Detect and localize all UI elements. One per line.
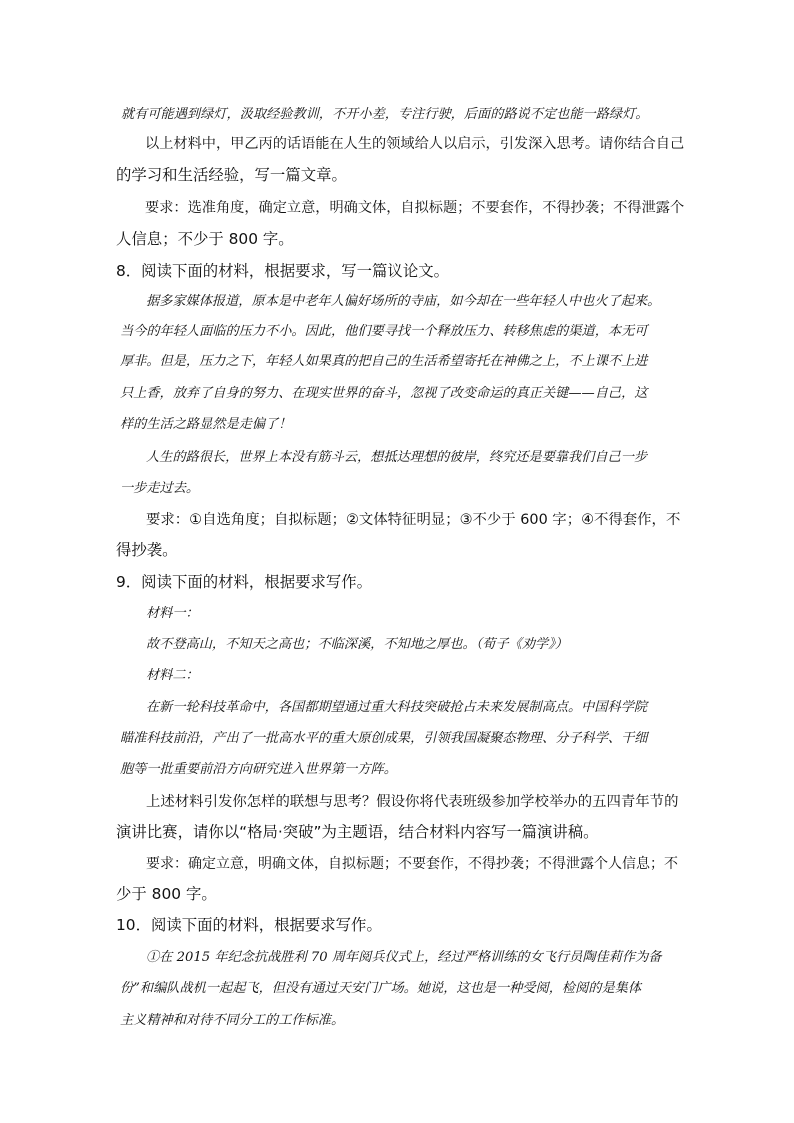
text-line: 人生的路很长，世界上本没有筋斗云，想抵达理想的彼岸，终究还是要靠我们自己一步 — [146, 450, 648, 465]
text-line: 要求：①自选角度；自拟标题；②文体特征明显；③不少于 600 字；④不得套作，不 — [146, 512, 681, 528]
text-line: 在新一轮科技革命中，各国都期望通过重大科技突破抢占未来发展制高点。中国科学院 — [146, 700, 648, 715]
text-line: 样的生活之路显然是走偏了！ — [120, 417, 292, 432]
text-line: 胞等一批重要前沿方向研究进入世界第一方阵。 — [120, 762, 397, 777]
question-10-heading: 10．阅读下面的材料，根据要求写作。 — [116, 916, 382, 934]
text-line: 当今的年轻人面临的压力不小。因此，他们要寻找一个释放压力、转移焦虑的渠道，本无可 — [120, 324, 648, 339]
text-line: 人信息；不少于 800 字。 — [116, 230, 294, 248]
text-line: 故不登高山，不知天之高也；不临深溪，不知地之厚也。（荀子《劝学》） — [146, 637, 568, 652]
text-line: 主义精神和对待不同分工的工作标准。 — [120, 1013, 345, 1028]
text-line: ①在 2015 年纪念抗战胜利 70 周年阅兵仪式上，经过严格训练的女飞行员陶佳莉作为备 — [146, 950, 662, 965]
question-9-heading: 9．阅读下面的材料，根据要求写作。 — [116, 573, 373, 591]
text-line: 厚非。但是，压力之下，年轻人如果真的把自己的生活希望寄托在神佛之上，不上课不上进 — [120, 354, 648, 369]
text-line: 得抄袭。 — [116, 541, 178, 559]
text-line: 一步走过去。 — [120, 481, 200, 496]
text-line: 要求：确定立意，明确文体，自拟标题；不要套作，不得抄袭；不得泄露个人信息；不 — [146, 856, 678, 872]
text-line: 就有可能遇到绿灯，汲取经验教训，不开小差，专注行驶，后面的路说不定也能一路绿灯。 — [121, 107, 649, 122]
text-line: 的学习和生活经验，写一篇文章。 — [116, 166, 347, 184]
question-8-heading: 8．阅读下面的材料，根据要求，写一篇议论文。 — [116, 262, 449, 280]
text-line: 演讲比赛，请你以“格局·突破”为主题语，结合材料内容写一篇演讲稿。 — [116, 823, 599, 841]
text-line: 以上材料中，甲乙丙的话语能在人生的领域给人以启示，引发深入思考。请你结合自己 — [145, 136, 685, 152]
text-line: 只上香，放弃了自身的努力、在现实世界的奋斗，忽视了改变命运的真正关键——自己，这 — [120, 386, 648, 401]
text-line: 瞄准科技前沿，产出了一批高水平的重大原创成果，引领我国凝聚态物理、分子科学、干细 — [120, 731, 648, 746]
text-line: 份”和编队战机一起起飞，但没有通过天安门广场。她说，这也是一种受阅，检阅的是集体 — [120, 981, 642, 996]
text-line: 材料一： — [146, 606, 199, 621]
text-line: 要求：选准角度，确定立意，明确文体，自拟标题；不要套作，不得抄袭；不得泄露个 — [145, 200, 685, 216]
text-line: 少于 800 字。 — [116, 885, 217, 903]
text-line: 据多家媒体报道，原本是中老年人偏好场所的寺庙，如今却在一些年轻人中也火了起来。 — [146, 294, 661, 309]
text-line: 材料二： — [146, 668, 199, 683]
text-line: 上述材料引发你怎样的联想与思考？假设你将代表班级参加学校举办的五四青年节的 — [146, 794, 679, 810]
